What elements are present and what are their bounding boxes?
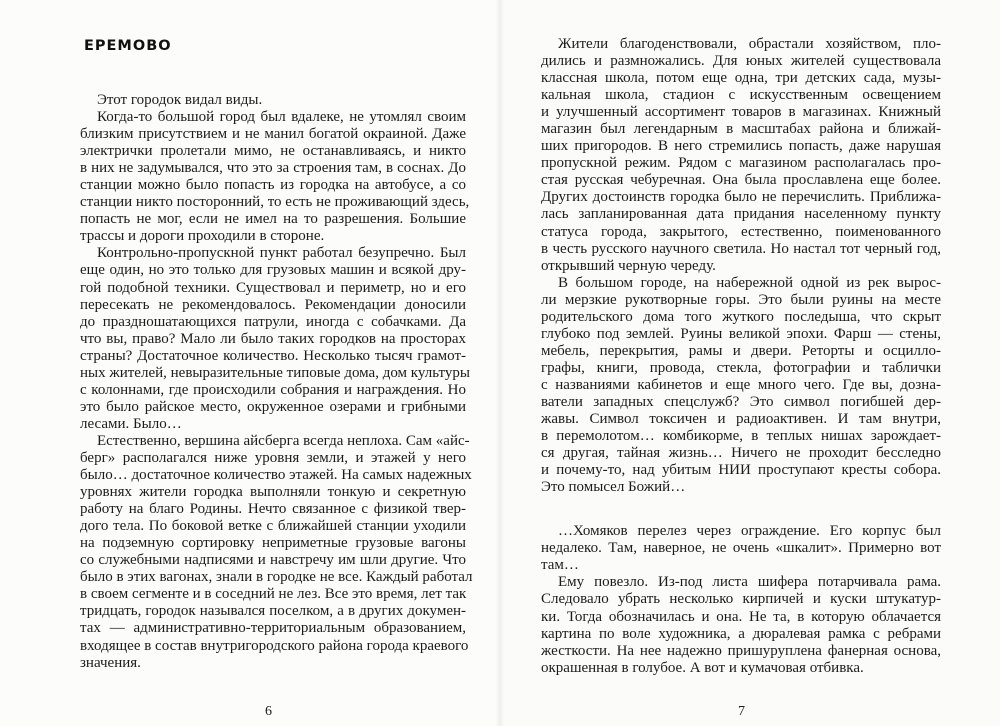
text-line: входящее в состав внутригородского района города краевого <box>80 637 469 654</box>
paragraph <box>80 432 473 672</box>
text-line: мебель, перекрытия, рамы и двери. Реторты и осцилло- <box>541 342 941 359</box>
paragraph <box>541 523 941 574</box>
text-line: берг» располагался ниже уровня земли, и этажей у него <box>80 449 466 466</box>
text-line: пропускной режим. Рядом с магазином располагалась про- <box>541 155 941 172</box>
text-line: классная школа, потом еще одна, три детских сада, музы- <box>541 70 941 87</box>
text-line: значения. <box>80 654 141 671</box>
text-line: Естественно, вершина айсберга всегда неплоха. Сам «айс- <box>97 432 470 449</box>
text-line: работу на благо Родины. Нечто связанное с физикой твер- <box>80 501 466 518</box>
text-line: дились и размножались. Для юных жителей существовала <box>541 53 941 70</box>
text-line: страны? Достаточное количество. Несколько тысяч грамот- <box>80 347 466 364</box>
text-line: Следовало убрать несколько кирпичей и куски штукатур- <box>541 591 941 608</box>
text-line: попасть не мог, если не имел на то разрешения. Большие <box>80 211 466 228</box>
text-line: стая русская чебуречная. Она была прославлена еще более. <box>541 172 941 189</box>
text-line: в перемолотом… комбикорме, в теплых нишах зарождает- <box>541 428 941 445</box>
text-line: кальная школа, стадион с искусственным освещением <box>541 87 941 104</box>
text-line: магазин был легендарным в масштабах района и ближай- <box>541 121 941 138</box>
text-line: пересекать не рекомендовалось. Рекомендации доносили <box>80 296 466 313</box>
text-line: Когда-то большой город был вдалеке, не утомлял своим <box>97 109 466 126</box>
text-line: …Хомяков перелез через ограждение. Его корпус был <box>558 523 941 540</box>
text-line: ся другая, тайная жизнь… Ничего не проходит бесследно <box>541 445 941 462</box>
text-line: Контрольно-пропускной пункт работал безупречно. Был <box>97 245 466 262</box>
text-line: станции можно было попасть из городка на автобусе, а со <box>80 177 466 194</box>
text-line: со служебными надписями и навстречу им шли другие. Что <box>80 552 466 569</box>
text-line: гой подобной техники. Существовал и периметр, но и его <box>80 279 466 296</box>
text-line: жесткости. На нее надежно пришуруплена фанерная основа, <box>541 642 941 659</box>
text-line: В большом городе, на набережной одной из рек вырос- <box>558 274 941 291</box>
page-number-left: 6 <box>265 704 272 719</box>
paragraph <box>80 109 470 245</box>
text-line: картина по воле художника, а дюралевая рамка с ребрами <box>541 625 941 642</box>
chapter-heading: ЕРЕМОВО <box>84 38 172 54</box>
text-line: графы, книги, провода, стекла, фотографии и таблички <box>541 359 941 376</box>
text-line: недалеко. Там, наверное, не очень «шкалит». Примерно вот <box>541 540 941 557</box>
text-line: в них не задумывался, что это за строения там, в соснах. До <box>80 160 466 177</box>
section-break <box>541 496 941 523</box>
text-line: было в этих вагонах, знали в городке не все. Каждый работал <box>80 569 473 586</box>
text-line: близким присутствием и не манил богатой окраиной. Даже <box>80 126 466 143</box>
text-line: Ему повезло. Из-под листа шифера потарчивала рама. <box>558 574 941 591</box>
book-gutter <box>496 0 504 726</box>
text-line: тридцать, городок назывался поселком, а в других докумен- <box>80 603 466 620</box>
text-line: уровнях жители городка выполняли тонкую и секретную <box>80 484 466 501</box>
right-page <box>500 0 1000 726</box>
text-line: Это помысел Божий… <box>541 479 686 496</box>
text-line: ватели западных спецслужб? Это символ погибшей дер- <box>541 393 941 410</box>
paragraph <box>80 245 470 433</box>
text-line: в своем сегменте и в соседний не лез. Все это время, лет так <box>80 586 467 603</box>
text-line: в честь русского научного светила. Но настал тот черный год, <box>541 240 941 257</box>
text-line: Других достоинств городка было не перечислить. Приближа- <box>541 189 941 206</box>
text-line: станции никто посторонний, то есть не проживающий здесь, <box>80 194 470 211</box>
text-line: статуса города, закрытого, естественно, поименованного <box>541 223 941 240</box>
text-line: с колоннами, где происходили собрания и награждения. Но <box>80 381 466 398</box>
text-line: открывший черную череду. <box>541 257 716 274</box>
text-line: ных жителей, невыразительные типовые дома, дом культуры <box>80 364 470 381</box>
text-line: дого тела. По боковой ветке с ближайшей станции уходили <box>80 518 466 535</box>
text-line: электрички пролетали мимо, не останавливаясь, и никто <box>80 143 466 160</box>
text-line: еще один, но это только для грузовых машин и всякой дру- <box>80 262 466 279</box>
text-line: с названиями кабинетов и еще много чего. Где вы, дозна- <box>541 376 941 393</box>
text-line: окрашенная в голубое. А вот и кумачовая отбивка. <box>541 659 864 676</box>
text-line: Этот городок видал виды. <box>97 92 263 108</box>
text-line: трассы и дороги проходили в стороне. <box>80 228 325 245</box>
text-line: ки. Тогда обозначилась и она. Не та, в которую облачается <box>541 608 941 625</box>
paragraph <box>541 574 941 676</box>
text-line: ших пригородов. В него стремились попасть, даже нарушая <box>541 138 941 155</box>
left-page-body <box>80 92 473 672</box>
text-line: жавы. Символ токсичен и радиоактивен. И там внутри, <box>541 411 941 428</box>
paragraph <box>541 275 941 497</box>
text-line: до праздношатающихся патрули, иногда с собачками. Да <box>80 313 466 330</box>
text-line: лесами. Было… <box>80 415 182 432</box>
text-line: тах — административно-территориальным образованием, <box>80 620 466 637</box>
paragraph <box>80 92 466 109</box>
text-line: это было райское место, окруженное озерами и грибными <box>80 398 466 415</box>
text-line: что вы, право? Мало ли было таких городков на просторах <box>80 330 466 347</box>
text-line: родительского дома того жуткого последыша, что скрыт <box>541 308 941 325</box>
text-line: на подземную сортировку неприметные грузовые вагоны <box>80 535 466 552</box>
text-line: там… <box>541 557 579 574</box>
text-line: Жители благоденствовали, обрастали хозяйством, пло- <box>558 36 941 52</box>
text-line: ли мерзкие рукотворные горы. Это были руины на месте <box>541 291 941 308</box>
page-number-right: 7 <box>738 704 745 719</box>
text-line: было… достаточное количество этажей. На самых надежных <box>80 467 472 484</box>
text-line: и улучшенный ассортимент товаров в магазинах. Книжный <box>541 104 941 121</box>
text-line: лась запланированная дата придания населенному пункту <box>541 206 941 223</box>
right-page-body <box>541 36 941 677</box>
text-line: глубоко под землей. Руины великой эпохи. Фарш — стены, <box>541 325 941 342</box>
text-line: и почему-то, над убитым НИИ проступают кресты собора. <box>541 462 941 479</box>
paragraph <box>541 36 941 275</box>
